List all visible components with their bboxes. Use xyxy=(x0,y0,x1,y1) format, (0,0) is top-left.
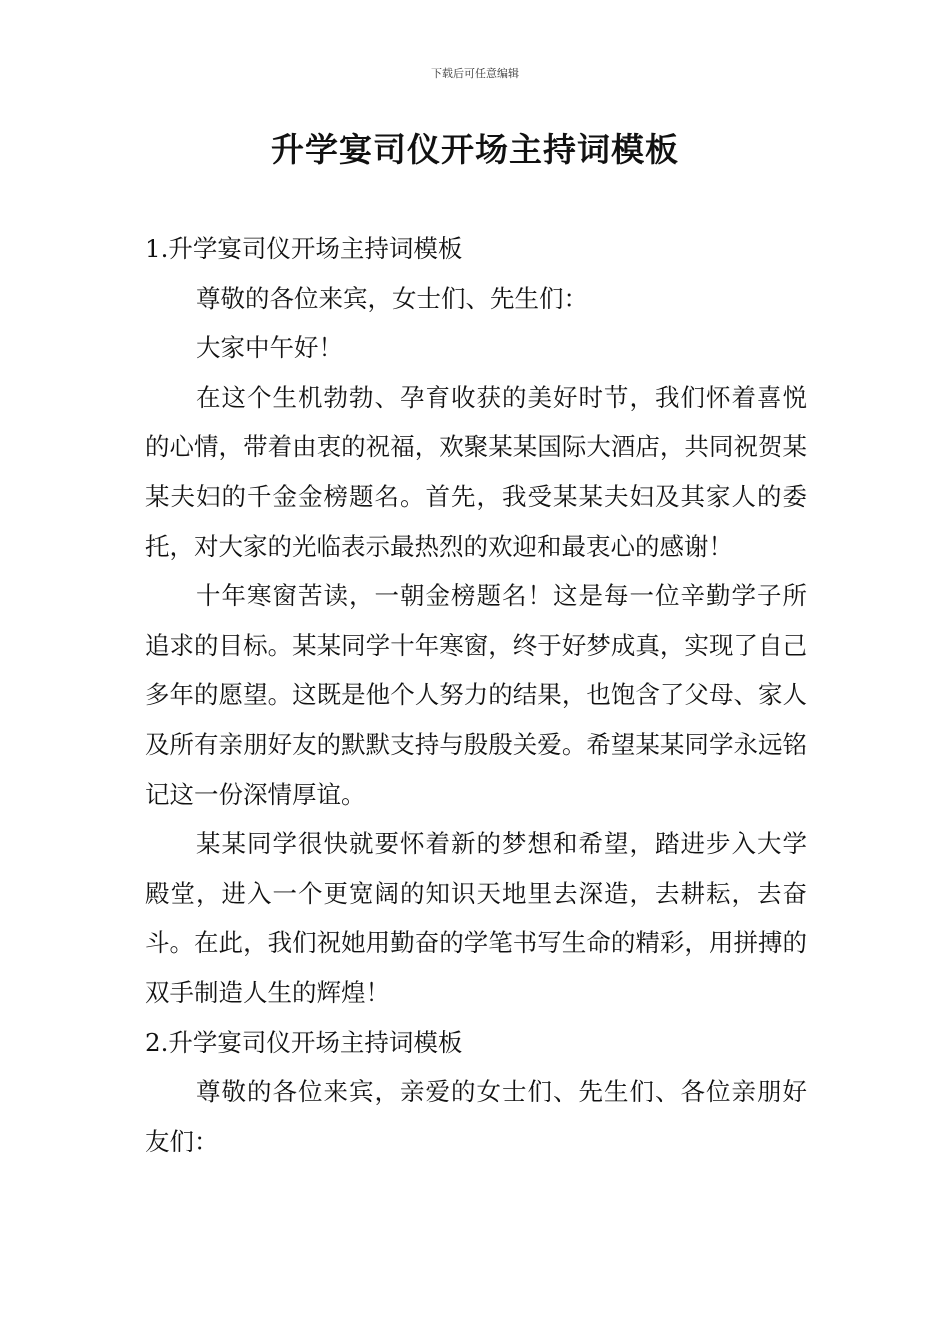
header-note: 下载后可任意编辑 xyxy=(431,67,519,80)
paragraph-greeting-2: 尊敬的各位来宾，亲爱的女士们、先生们、各位亲朋好友们： xyxy=(145,1077,807,1156)
paragraph-future: 某某同学很快就要怀着新的梦想和希望，踏进步入大学殿堂，进入一个更宽阔的知识天地里去深造，去耕耘，去奋斗。在此，我们祝她用勤奋的学笔书写生命的精彩，用拼搏的双手制造人生的辉煌！ xyxy=(145,829,807,1007)
paragraph-greeting: 尊敬的各位来宾，女士们、先生们： xyxy=(196,283,588,313)
paragraph-good-noon: 大家中午好！ xyxy=(196,333,343,363)
section-heading-2: 2.升学宴司仪开场主持词模板 xyxy=(145,1027,463,1057)
section-heading-1: 1.升学宴司仪开场主持词模板 xyxy=(145,234,463,263)
document-title: 升学宴司仪开场主持词模板 xyxy=(271,130,679,169)
paragraph-welcome: 在这个生机勃勃、孕育收获的美好时节，我们怀着喜悦的心情，带着由衷的祝福，欢聚某某国际大酒店，共同祝贺某某夫妇的千金金榜题名。首先，我受某某夫妇及其家人的委托，对大家的光临表示最热烈的欢迎和最衷心的感谢！ xyxy=(145,382,807,561)
paragraph-study: 十年寒窗苦读，一朝金榜题名！这是每一位辛勤学子所追求的目标。某某同学十年寒窗，终于好梦成真，实现了自己多年的愿望。这既是他个人努力的结果，也饱含了父母、家人及所有亲朋好友的默默支持与殷殷关爱。希望某某同学永远铭记这一份深情厚谊。 xyxy=(145,581,807,809)
document-body xyxy=(145,224,807,1166)
